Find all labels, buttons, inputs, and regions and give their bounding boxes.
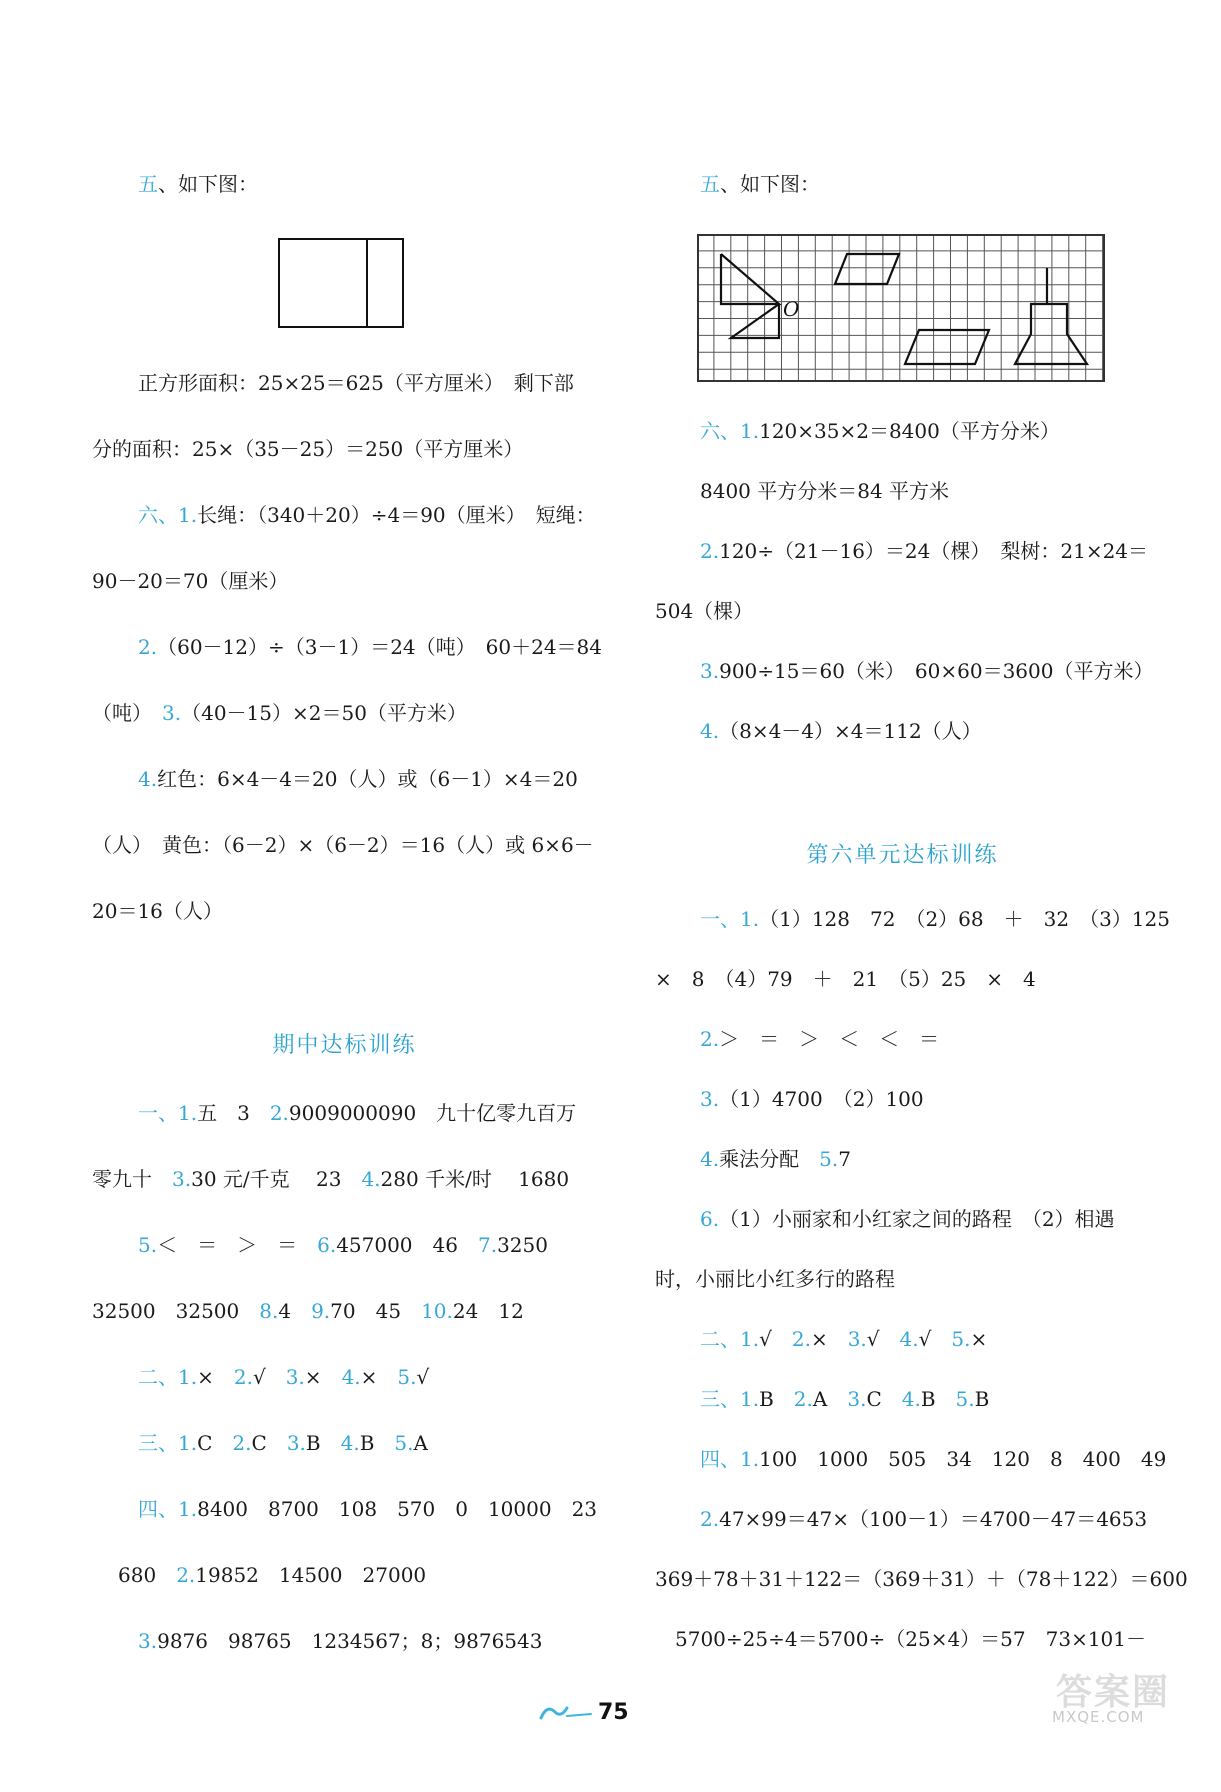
- answer-text: 280 千米/时 1680: [380, 1167, 570, 1191]
- question-label: 三、1.: [700, 1387, 760, 1411]
- question-label: 5.: [819, 1147, 839, 1171]
- answer-line: [700, 1027, 939, 1051]
- answer-line: [700, 539, 1148, 563]
- answer-text: ×: [970, 1327, 988, 1351]
- answer-line: [138, 635, 602, 659]
- answer-line: [138, 1629, 542, 1653]
- grid-figure: [697, 234, 1107, 384]
- question-label: 5.: [138, 1233, 158, 1257]
- composite-shape: [1015, 268, 1087, 364]
- answer-text: C: [251, 1431, 287, 1455]
- answer-text: 乘法分配: [719, 1147, 820, 1171]
- question-label: 4.: [899, 1327, 919, 1351]
- triangle-shape: [721, 254, 779, 304]
- question-label: 六、1.: [138, 503, 198, 527]
- question-label: 9.: [311, 1299, 331, 1323]
- question-label: 2.: [269, 1101, 289, 1125]
- question-label: 2.: [700, 1507, 720, 1531]
- answer-text: ×: [360, 1365, 398, 1389]
- answer-line: 5700÷25÷4＝5700÷（25×4）＝57 73×101－: [675, 1627, 1147, 1651]
- question-label: 四、1.: [138, 1497, 198, 1521]
- section-label: 五: [700, 172, 720, 196]
- question-label: 5.: [397, 1365, 417, 1389]
- question-label: 三、1.: [138, 1431, 198, 1455]
- question-label: 3.: [162, 701, 182, 725]
- answer-line: 8400 平方分米＝84 平方米: [700, 479, 950, 503]
- question-label: 5.: [951, 1327, 971, 1351]
- answer-line: 20＝16（人）: [92, 899, 223, 923]
- answer-text: C: [866, 1387, 902, 1411]
- answer-text: 五 3: [197, 1101, 270, 1125]
- question-label: 2.: [176, 1563, 196, 1587]
- question-label: 4.: [340, 1431, 360, 1455]
- question-label: 4.: [700, 719, 720, 743]
- rectangle-outline: [279, 239, 403, 327]
- question-label: 3.: [847, 1387, 867, 1411]
- answer-line: [700, 659, 1153, 683]
- watermark-url: MXQE.COM: [1052, 1708, 1145, 1726]
- question-label: 8.: [259, 1299, 279, 1323]
- answer-line: × 8 （4）79 ＋ 21 （5）25 × 4: [655, 967, 1036, 991]
- question-label: 3.: [700, 659, 720, 683]
- section-5-heading: [138, 172, 258, 196]
- answer-line: [138, 1497, 597, 1521]
- answer-text: 长绳：（340＋20）÷4＝90（厘米） 短绳：: [197, 503, 596, 527]
- answer-line: [700, 1507, 1147, 1531]
- answer-line: [700, 1087, 924, 1111]
- answer-text: 70 45: [330, 1299, 422, 1323]
- answer-text: 47×99＝47×（100－1）＝4700－47＝4653: [719, 1507, 1148, 1531]
- question-label: 6.: [700, 1207, 720, 1231]
- answer-text: A: [812, 1387, 848, 1411]
- answer-text: B: [359, 1431, 395, 1455]
- question-label: 2.: [700, 539, 720, 563]
- question-label: 一、1.: [138, 1101, 198, 1125]
- question-label: 3.: [286, 1431, 306, 1455]
- question-label: 六、1.: [700, 419, 760, 443]
- question-label: 2.: [232, 1431, 252, 1455]
- answer-text: ＜ ＝ ＞ ＝: [157, 1233, 318, 1257]
- answer-text: 120÷（21－16）＝24（棵） 梨树：21×24＝: [719, 539, 1149, 563]
- section-text: 、如下图：: [720, 172, 820, 196]
- answer-line: [700, 419, 1060, 443]
- answer-text: B: [974, 1387, 990, 1411]
- answer-text: （8×4－4）×4＝112（人）: [719, 719, 982, 743]
- answer-text: 24 12: [452, 1299, 524, 1323]
- answer-text: √: [866, 1327, 900, 1351]
- question-label: 二、1.: [700, 1327, 760, 1351]
- question-label: 3.: [285, 1365, 305, 1389]
- question-label: 3.: [138, 1629, 158, 1653]
- unit6-title: 第六单元达标训练: [806, 843, 999, 868]
- answer-line: [138, 1431, 428, 1455]
- answer-line: [92, 1167, 569, 1191]
- answer-line: [138, 1365, 429, 1389]
- question-label: 4.: [361, 1167, 381, 1191]
- answer-text: 7: [838, 1147, 851, 1171]
- answer-line: [118, 1563, 426, 1587]
- answer-text: ＞ ＝ ＞ ＜ ＜ ＝: [719, 1027, 940, 1051]
- answer-text: 457000 46: [336, 1233, 478, 1257]
- answer-line: [92, 1299, 524, 1323]
- answer-line: [700, 1207, 1115, 1231]
- answer-line: （人） 黄色：（6－2）×（6－2）＝16（人）或 6×6－: [92, 833, 594, 857]
- answer-line: [138, 1101, 576, 1125]
- answer-line: 正方形面积：25×25＝625（平方厘米） 剩下部: [138, 371, 574, 395]
- answer-line: [700, 1447, 1166, 1471]
- answer-text: √: [759, 1327, 792, 1351]
- answer-text: 32500 32500: [92, 1299, 260, 1323]
- parallelogram-shape: [835, 254, 899, 284]
- question-label: 4.: [901, 1387, 921, 1411]
- answer-line: [138, 767, 578, 791]
- answer-text: ×: [197, 1365, 234, 1389]
- answer-text: 8400 8700 108 570 0 10000 23: [197, 1497, 598, 1521]
- answer-text: √: [252, 1365, 286, 1389]
- answer-text: 120×35×2＝8400（平方分米）: [759, 419, 1060, 443]
- answer-text: 红色：6×4－4＝20（人）或（6－1）×4＝20: [157, 767, 578, 791]
- question-label: 3.: [700, 1087, 720, 1111]
- answer-text: （60－12）÷（3－1）＝24（吨） 60＋24＝84: [157, 635, 602, 659]
- answer-line: [92, 701, 467, 725]
- answer-line: 504（棵）: [655, 599, 754, 623]
- answer-text: √: [918, 1327, 952, 1351]
- watermark-logo: 答案圈: [1056, 1672, 1171, 1713]
- question-label: 7.: [477, 1233, 498, 1257]
- rectangle-figure: [277, 237, 405, 331]
- answer-text: 3250: [497, 1233, 548, 1257]
- question-label: 二、1.: [138, 1365, 198, 1389]
- answer-text: 9876 98765 1234567；8；9876543: [157, 1629, 543, 1653]
- answer-line: 369＋78＋31＋122＝（369＋31）＋（78＋122）＝600: [655, 1567, 1188, 1591]
- answer-text: √: [416, 1365, 430, 1389]
- grid-lines: [697, 234, 1105, 382]
- question-label: 2.: [138, 635, 158, 659]
- rotated-triangle-shape: [731, 304, 779, 338]
- answer-line: [700, 1327, 987, 1351]
- answer-text: 900÷15＝60（米） 60×60＝3600（平方米）: [719, 659, 1154, 683]
- answer-text: A: [413, 1431, 428, 1455]
- grid-border: [698, 235, 1104, 381]
- answer-text: 9009000090 九十亿零九百万: [288, 1101, 577, 1125]
- answer-text: 100 1000 505 34 120 8 400 49: [759, 1447, 1167, 1471]
- question-label: 4.: [138, 767, 158, 791]
- answer-text: C: [197, 1431, 233, 1455]
- answer-text: ×: [304, 1365, 342, 1389]
- answer-text: （40－15）×2＝50（平方米）: [181, 701, 467, 725]
- answer-text: 30 元/千克 23: [191, 1167, 362, 1191]
- answer-line: 时，小丽比小红多行的路程: [655, 1267, 895, 1291]
- answer-line: 分的面积：25×（35－25）＝250（平方厘米）: [92, 437, 524, 461]
- question-label: 6.: [317, 1233, 337, 1257]
- answer-line: [700, 719, 982, 743]
- question-label: 4.: [700, 1147, 720, 1171]
- question-label: 3.: [172, 1167, 192, 1191]
- answer-text: （吨）: [92, 701, 142, 725]
- question-label: 一、1.: [700, 907, 760, 931]
- answer-line: [700, 1387, 989, 1411]
- question-label: 2.: [700, 1027, 720, 1051]
- page-number: 75: [598, 1700, 629, 1725]
- answer-text: 零九十: [92, 1167, 172, 1191]
- answer-text: 680: [118, 1563, 177, 1587]
- answer-text: B: [920, 1387, 956, 1411]
- answer-line: [138, 503, 596, 527]
- question-label: 5.: [394, 1431, 414, 1455]
- section-label: 五: [138, 172, 158, 196]
- question-label: 10.: [421, 1299, 453, 1323]
- answer-text: （1）128 72 （2）68 ＋ 32 （3）125: [759, 907, 1170, 931]
- answer-line: [138, 1233, 548, 1257]
- answer-line: 90－20＝70（厘米）: [92, 569, 289, 593]
- answer-text: 19852 14500 27000: [195, 1563, 427, 1587]
- answer-text: （1）小丽家和小红家之间的路程 （2）相遇: [719, 1207, 1115, 1231]
- question-label: 2.: [793, 1387, 813, 1411]
- answer-line: [700, 1147, 851, 1171]
- section-text: 、如下图：: [158, 172, 258, 196]
- question-label: 2.: [233, 1365, 253, 1389]
- section-5-heading: [700, 172, 820, 196]
- answer-text: ×: [810, 1327, 848, 1351]
- answer-text: （1）4700 （2）100: [719, 1087, 924, 1111]
- question-label: 3.: [847, 1327, 867, 1351]
- question-label: 4.: [341, 1365, 361, 1389]
- answer-text: 4: [278, 1299, 312, 1323]
- answer-text: B: [759, 1387, 794, 1411]
- midterm-title: 期中达标训练: [272, 1033, 417, 1058]
- answer-line: [700, 907, 1170, 931]
- question-label: 5.: [955, 1387, 975, 1411]
- answer-text: B: [305, 1431, 341, 1455]
- question-label: 2.: [791, 1327, 811, 1351]
- point-label: O: [783, 297, 800, 321]
- page-logo-icon: [537, 1700, 593, 1726]
- question-label: 四、1.: [700, 1447, 760, 1471]
